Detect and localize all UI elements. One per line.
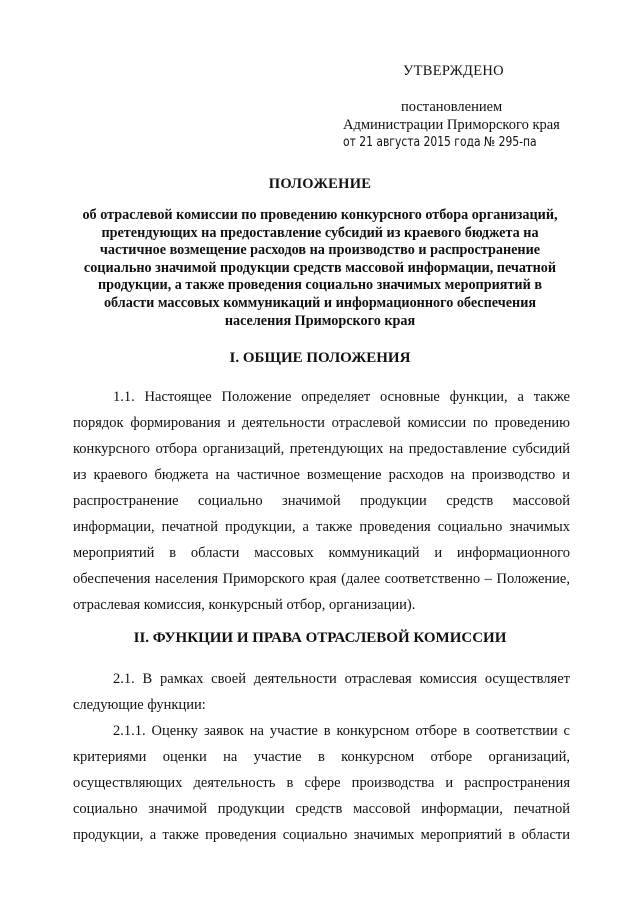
paragraph-line: порядок формирования и деятельности отраслевой комиссии по проведению [73,415,570,431]
paragraph-line: отраслевая комиссия, конкурсный отбор, организации). [73,597,416,613]
paragraph-line: распространение социально значимой продукции средств массовой [73,493,570,509]
subtitle-line: частичное возмещение расходов на производство и распространение [99,242,541,259]
paragraph-line: информации, печатной продукции, а также проведения социально значимых [73,519,570,535]
paragraph-line: мероприятий в области массовых коммуникаций и информационного [73,545,570,561]
approval-date-number-line: от 21 августа 2015 года № 295-па [343,135,537,150]
paragraph-line: 1.1. Настоящее Положение определяет основные функции, а также [113,389,570,405]
paragraph-line: 2.1.1. Оценку заявок на участие в конкурсном отборе в соответствии с [113,723,570,739]
paragraph-line: социально значимой продукции средств массовой информации, печатной [73,801,570,817]
subtitle-line: области массовых коммуникаций и информационного обеспечения [103,294,537,311]
approval-authority-line: Администрации Приморского края [343,117,560,133]
paragraph-2-1 [73,666,570,718]
paragraph-line: следующие функции: [73,697,206,713]
subtitle-line: социально значимой продукции средств массовой информации, печатной [83,259,557,276]
section-heading-functions: II. ФУНКЦИИ И ПРАВА ОТРАСЛЕВОЙ КОМИССИИ [133,630,507,646]
paragraph-line: обеспечения населения Приморского края (далее соответственно – Положение, [73,571,570,587]
paragraph-line: 2.1. В рамках своей деятельности отраслевая комиссия осуществляет [113,671,570,687]
subtitle-line: об отраслевой комиссии по проведению конкурсного отбора организаций, [82,207,558,223]
section-heading-general: I. ОБЩИЕ ПОЛОЖЕНИЯ [229,350,411,366]
paragraph-line: продукции, а также проведения социально значимых мероприятий в области [73,827,570,843]
subtitle-line: населения Приморского края [224,312,416,329]
subtitle-line: претендующих на предоставление субсидий из краевого бюджета на [101,224,539,241]
paragraph-line: критериями оценки на участие в конкурсном отборе организаций, [73,749,570,765]
approval-decree-line: постановлением [401,99,503,115]
approval-stamp [343,62,603,152]
approval-label: УТВЕРЖДЕНО [403,63,504,79]
subtitle-line: продукции, а также проведения социально значимых мероприятий в [97,277,542,294]
paragraph-2-1-1 [73,718,570,848]
paragraph-line: из краевого бюджета на частичное возмещение расходов на производство и [73,467,570,483]
document-subtitle [60,207,580,330]
paragraph-line: осуществляющих деятельность в сфере производства и распространения [73,775,570,791]
document-title: ПОЛОЖЕНИЕ [268,176,372,192]
paragraph-1-1 [73,384,570,618]
paragraph-line: конкурсного отбора организаций, претендующих на предоставление субсидий [73,441,570,457]
